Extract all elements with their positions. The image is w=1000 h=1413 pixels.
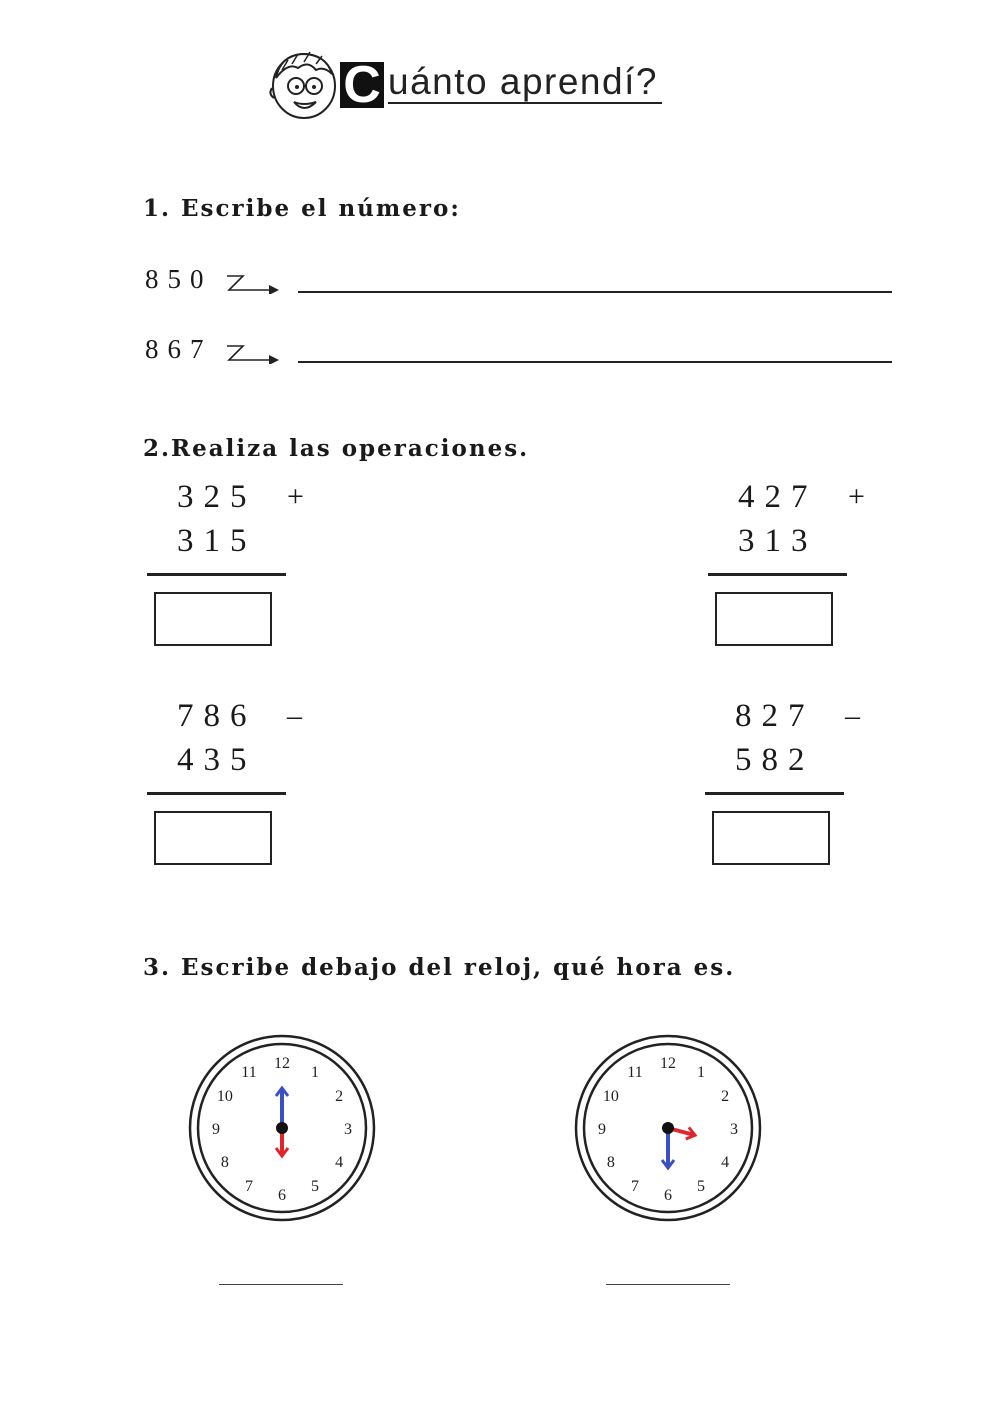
clock-numeral: 9: [212, 1121, 220, 1138]
section3-heading: 3. Escribe debajo del reloj, qué hora es.: [143, 954, 736, 981]
operator-sign: –: [845, 699, 860, 732]
operation-3: [147, 697, 307, 882]
clock-numeral: 5: [697, 1178, 705, 1196]
operand-bottom: 315: [177, 523, 257, 559]
clock-numeral: 7: [245, 1178, 253, 1196]
operand-bottom: 582: [735, 742, 815, 778]
clock-numeral: 2: [335, 1088, 344, 1105]
operator-sign: –: [287, 699, 302, 732]
clock-numeral: 4: [335, 1154, 344, 1171]
clock-numeral: 5: [311, 1178, 319, 1196]
clock-answer-line-2[interactable]: [606, 1284, 730, 1285]
clock-center-pin: [662, 1122, 674, 1134]
clock-numeral: 10: [216, 1088, 233, 1105]
difference-bar: [705, 792, 844, 795]
answer-box[interactable]: [154, 592, 272, 646]
clock-numeral: 11: [627, 1063, 643, 1081]
answer-box[interactable]: [715, 592, 833, 646]
title-initial-box: [340, 56, 384, 114]
clock-numeral: 12: [274, 1055, 290, 1072]
answer-line[interactable]: [298, 361, 892, 363]
arrow-icon: [225, 340, 283, 364]
operand-top: 325: [177, 479, 257, 515]
arrow-icon: [225, 270, 283, 294]
operation-1: [147, 478, 307, 663]
clock-numeral: 12: [660, 1055, 676, 1072]
worksheet-header: [268, 48, 728, 122]
worksheet-title: uánto aprendí?: [388, 62, 662, 104]
operator-sign: +: [287, 480, 304, 513]
answer-line[interactable]: [298, 291, 892, 293]
clock-2: [573, 1033, 763, 1223]
operand-bottom: 435: [177, 742, 257, 778]
sum-bar: [147, 573, 286, 576]
clock-numeral: 3: [730, 1121, 738, 1138]
clock-numeral: 1: [697, 1063, 705, 1081]
operand-top: 427: [738, 479, 818, 515]
clock-numeral: 6: [278, 1187, 286, 1204]
operation-2: [708, 478, 868, 663]
clock-numeral: 3: [344, 1121, 352, 1138]
answer-box[interactable]: [154, 811, 272, 865]
sum-bar: [708, 573, 847, 576]
clock-numeral: 8: [606, 1154, 615, 1171]
number-value: 867: [145, 334, 213, 364]
operand-top: 786: [177, 698, 257, 734]
clock-numeral: 2: [721, 1088, 730, 1105]
title-initial: C: [343, 56, 381, 114]
section2-heading: 2.Realiza las operaciones.: [143, 435, 530, 462]
operand-top: 827: [735, 698, 815, 734]
clock-numeral: 1: [311, 1063, 319, 1081]
clock-1: [187, 1033, 377, 1223]
section1-heading: 1. Escribe el número:: [143, 195, 461, 222]
clock-numeral: 6: [664, 1187, 672, 1204]
clock-answer-line-1[interactable]: [219, 1284, 343, 1285]
clock-numeral: 10: [602, 1088, 619, 1105]
clock-numeral: 7: [631, 1178, 639, 1196]
student-mascot-icon: [268, 48, 340, 122]
difference-bar: [147, 792, 286, 795]
clock-numeral: 11: [241, 1063, 257, 1081]
number-value: 850: [145, 264, 213, 294]
clock-center-pin: [276, 1122, 288, 1134]
operator-sign: +: [848, 480, 865, 513]
clock-numeral: 4: [721, 1154, 730, 1171]
answer-box[interactable]: [712, 811, 830, 865]
clock-numeral: 9: [598, 1121, 606, 1138]
operation-4: [705, 697, 865, 882]
clock-numeral: 8: [220, 1154, 229, 1171]
operand-bottom: 313: [738, 523, 818, 559]
